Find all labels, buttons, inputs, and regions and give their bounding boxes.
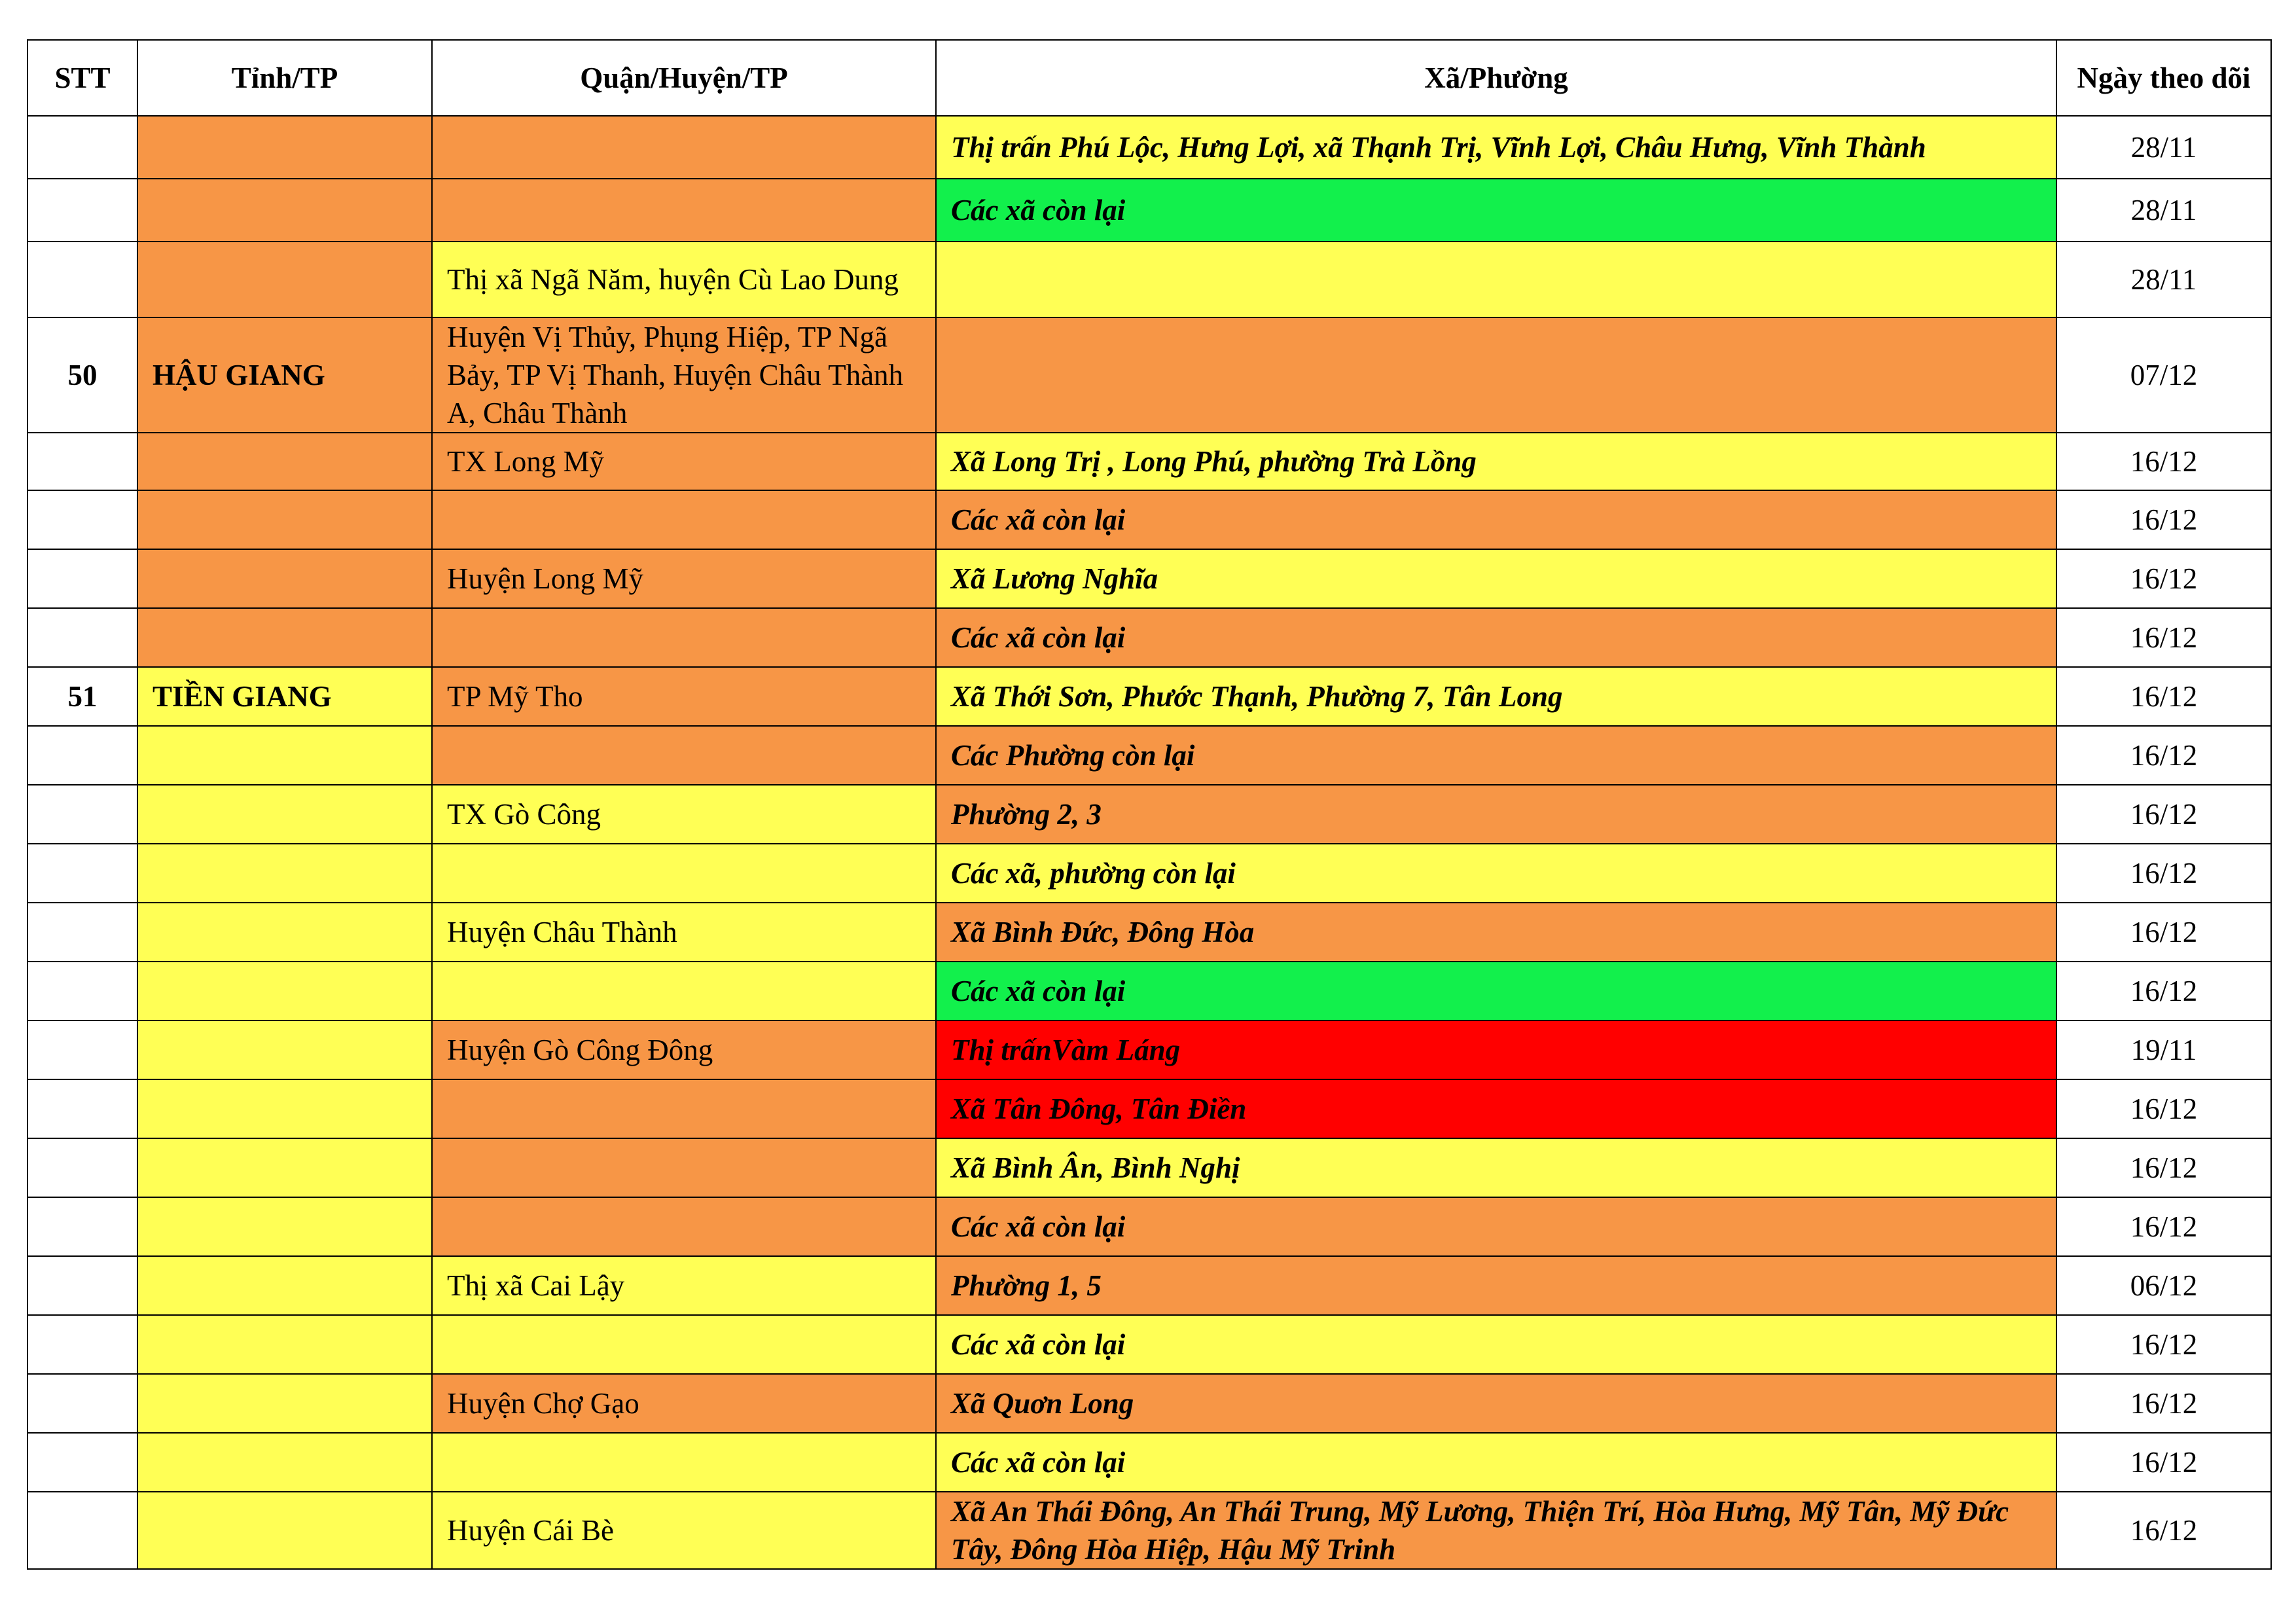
- date-cell: 28/11: [2056, 116, 2271, 179]
- date-cell: 16/12: [2056, 1433, 2271, 1492]
- date-cell: 16/12: [2056, 1374, 2271, 1433]
- province-cell: [137, 433, 432, 490]
- ward-cell: Xã Tân Đông, Tân Điền: [936, 1079, 2056, 1138]
- stt-cell: [27, 962, 137, 1020]
- table-row: [27, 179, 2271, 242]
- province-cell: [137, 1197, 432, 1256]
- stt-cell: [27, 179, 137, 242]
- stt-cell: [27, 785, 137, 844]
- province-cell: [137, 1020, 432, 1079]
- table-row: [27, 433, 2271, 490]
- province-cell: [137, 726, 432, 785]
- ward-cell: Xã Thới Sơn, Phước Thạnh, Phường 7, Tân Long: [936, 667, 2056, 726]
- header-district: Quận/Huyện/TP: [432, 40, 936, 116]
- covid-level-table: [27, 39, 2272, 1570]
- stt-cell: [27, 844, 137, 903]
- stt-cell: [27, 1020, 137, 1079]
- district-cell: [432, 726, 936, 785]
- date-cell: 06/12: [2056, 1256, 2271, 1315]
- table-row: [27, 242, 2271, 317]
- stt-cell: [27, 1138, 137, 1197]
- date-cell: 16/12: [2056, 608, 2271, 667]
- date-cell: 16/12: [2056, 1079, 2271, 1138]
- district-cell: Huyện Cái Bè: [432, 1492, 936, 1569]
- table-row: [27, 1079, 2271, 1138]
- district-cell: [432, 490, 936, 549]
- province-cell: TIỀN GIANG: [137, 667, 432, 726]
- ward-cell: Xã Lương Nghĩa: [936, 549, 2056, 608]
- district-cell: [432, 1433, 936, 1492]
- table-row: [27, 317, 2271, 433]
- ward-cell: Xã Long Trị , Long Phú, phường Trà Lồng: [936, 433, 2056, 490]
- date-cell: 16/12: [2056, 490, 2271, 549]
- district-cell: [432, 844, 936, 903]
- table-row: [27, 490, 2271, 549]
- province-cell: [137, 1079, 432, 1138]
- header-date: Ngày theo dõi: [2056, 40, 2271, 116]
- date-cell: 16/12: [2056, 785, 2271, 844]
- date-cell: 16/12: [2056, 549, 2271, 608]
- ward-cell: Các xã còn lại: [936, 1315, 2056, 1374]
- stt-cell: [27, 1492, 137, 1569]
- ward-cell: [936, 242, 2056, 317]
- district-cell: [432, 608, 936, 667]
- province-cell: [137, 608, 432, 667]
- ward-cell: Xã Bình Ân, Bình Nghị: [936, 1138, 2056, 1197]
- ward-cell: Xã Quơn Long: [936, 1374, 2056, 1433]
- date-cell: 28/11: [2056, 179, 2271, 242]
- stt-cell: [27, 549, 137, 608]
- table-row: [27, 785, 2271, 844]
- stt-cell: [27, 116, 137, 179]
- province-cell: [137, 903, 432, 962]
- district-cell: [432, 1079, 936, 1138]
- ward-cell: Phường 2, 3: [936, 785, 2056, 844]
- province-cell: [137, 785, 432, 844]
- stt-cell: [27, 608, 137, 667]
- table-row: [27, 608, 2271, 667]
- province-cell: [137, 1433, 432, 1492]
- district-cell: Thị xã Cai Lậy: [432, 1256, 936, 1315]
- district-cell: Huyện Vị Thủy, Phụng Hiệp, TP Ngã Bảy, TP Vị Thanh, Huyện Châu Thành A, Châu Thành: [432, 317, 936, 433]
- district-cell: TX Gò Công: [432, 785, 936, 844]
- date-cell: 16/12: [2056, 903, 2271, 962]
- date-cell: 19/11: [2056, 1020, 2271, 1079]
- date-cell: 16/12: [2056, 667, 2271, 726]
- date-cell: 16/12: [2056, 1315, 2271, 1374]
- ward-cell: [936, 317, 2056, 433]
- stt-cell: [27, 903, 137, 962]
- ward-cell: Các xã còn lại: [936, 490, 2056, 549]
- district-cell: Thị xã Ngã Năm, huyện Cù Lao Dung: [432, 242, 936, 317]
- table-row: [27, 1315, 2271, 1374]
- table-row: [27, 1374, 2271, 1433]
- district-cell: [432, 179, 936, 242]
- province-cell: [137, 962, 432, 1020]
- table-row: [27, 1433, 2271, 1492]
- district-cell: [432, 116, 936, 179]
- province-cell: [137, 549, 432, 608]
- table-row: [27, 1256, 2271, 1315]
- province-cell: [137, 1138, 432, 1197]
- table-row: [27, 844, 2271, 903]
- stt-cell: [27, 1256, 137, 1315]
- province-cell: [137, 1256, 432, 1315]
- date-cell: 16/12: [2056, 726, 2271, 785]
- province-cell: [137, 1492, 432, 1569]
- district-cell: Huyện Chợ Gạo: [432, 1374, 936, 1433]
- table-row: [27, 667, 2271, 726]
- stt-cell: [27, 433, 137, 490]
- ward-cell: Xã An Thái Đông, An Thái Trung, Mỹ Lương, Thiện Trí, Hòa Hưng, Mỹ Tân, Mỹ Đức Tây, Đông Hòa Hiệp, Hậu Mỹ Trinh: [936, 1492, 2056, 1569]
- date-cell: 16/12: [2056, 962, 2271, 1020]
- district-cell: TX Long Mỹ: [432, 433, 936, 490]
- table-row: [27, 726, 2271, 785]
- table-row: [27, 903, 2271, 962]
- date-cell: 28/11: [2056, 242, 2271, 317]
- province-cell: [137, 242, 432, 317]
- district-cell: Huyện Châu Thành: [432, 903, 936, 962]
- district-cell: Huyện Long Mỹ: [432, 549, 936, 608]
- date-cell: 16/12: [2056, 433, 2271, 490]
- district-cell: [432, 1197, 936, 1256]
- province-cell: [137, 490, 432, 549]
- stt-cell: [27, 1079, 137, 1138]
- province-cell: [137, 116, 432, 179]
- date-cell: 07/12: [2056, 317, 2271, 433]
- ward-cell: Các xã, phường còn lại: [936, 844, 2056, 903]
- district-cell: Huyện Gò Công Đông: [432, 1020, 936, 1079]
- district-cell: [432, 1315, 936, 1374]
- ward-cell: Các xã còn lại: [936, 1433, 2056, 1492]
- district-cell: [432, 962, 936, 1020]
- table-row: [27, 1138, 2271, 1197]
- province-cell: HẬU GIANG: [137, 317, 432, 433]
- stt-cell: [27, 1433, 137, 1492]
- province-cell: [137, 1374, 432, 1433]
- table-row: [27, 1197, 2271, 1256]
- stt-cell: [27, 1197, 137, 1256]
- ward-cell: Các xã còn lại: [936, 608, 2056, 667]
- table-row: [27, 116, 2271, 179]
- stt-cell: [27, 490, 137, 549]
- date-cell: 16/12: [2056, 844, 2271, 903]
- stt-cell: [27, 1315, 137, 1374]
- ward-cell: Các xã còn lại: [936, 962, 2056, 1020]
- ward-cell: Xã Bình Đức, Đông Hòa: [936, 903, 2056, 962]
- table-row: [27, 1492, 2271, 1569]
- date-cell: 16/12: [2056, 1197, 2271, 1256]
- province-cell: [137, 1315, 432, 1374]
- header-province: Tỉnh/TP: [137, 40, 432, 116]
- header-row: [27, 40, 2271, 116]
- stt-cell: 50: [27, 317, 137, 433]
- stt-cell: [27, 726, 137, 785]
- date-cell: 16/12: [2056, 1492, 2271, 1569]
- ward-cell: Thị trấn Phú Lộc, Hưng Lợi, xã Thạnh Trị, Vĩnh Lợi, Châu Hưng, Vĩnh Thành: [936, 116, 2056, 179]
- table-row: [27, 1020, 2271, 1079]
- ward-cell: Các Phường còn lại: [936, 726, 2056, 785]
- table-row: [27, 549, 2271, 608]
- district-cell: TP Mỹ Tho: [432, 667, 936, 726]
- ward-cell: Thị trấnVàm Láng: [936, 1020, 2056, 1079]
- stt-cell: 51: [27, 667, 137, 726]
- ward-cell: Các xã còn lại: [936, 179, 2056, 242]
- header-ward: Xã/Phường: [936, 40, 2056, 116]
- province-cell: [137, 179, 432, 242]
- district-cell: [432, 1138, 936, 1197]
- province-cell: [137, 844, 432, 903]
- ward-cell: Các xã còn lại: [936, 1197, 2056, 1256]
- stt-cell: [27, 242, 137, 317]
- table-row: [27, 962, 2271, 1020]
- date-cell: 16/12: [2056, 1138, 2271, 1197]
- ward-cell: Phường 1, 5: [936, 1256, 2056, 1315]
- header-stt: STT: [27, 40, 137, 116]
- stt-cell: [27, 1374, 137, 1433]
- table-body: [27, 116, 2271, 1569]
